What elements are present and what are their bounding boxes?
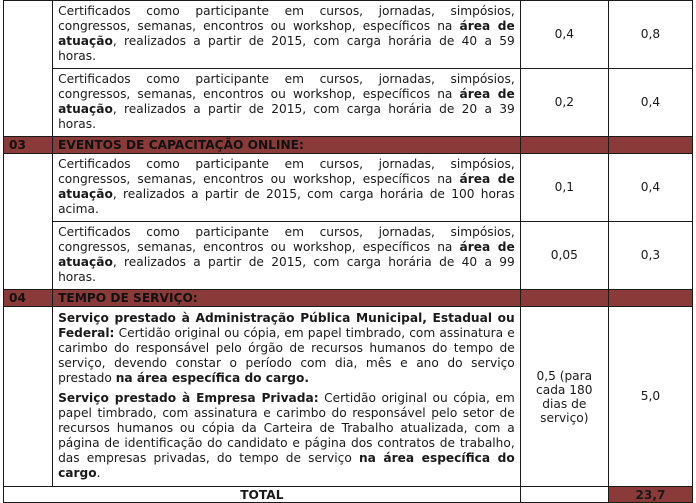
score-value: 0,5 (para cada 180 dias de serviço) bbox=[520, 307, 608, 487]
criteria-description: Certificados como participante em cursos, jornadas, simpósios, congressos, semanas, encontros ou workshop, específicos na área de atuação, realizados a partir de 2015, com carga horária de 40 a 59 horas. bbox=[53, 1, 521, 69]
max-score: 0,4 bbox=[608, 69, 692, 137]
section-header-03 bbox=[4, 137, 693, 154]
section-header-04 bbox=[4, 290, 693, 307]
max-score: 5,0 bbox=[608, 307, 692, 487]
section-blank bbox=[608, 137, 692, 154]
section-number: 03 bbox=[4, 137, 53, 154]
total-row bbox=[4, 487, 693, 503]
number-cell bbox=[4, 307, 53, 487]
table-row bbox=[4, 1, 693, 69]
score-value: 0,2 bbox=[520, 69, 608, 137]
section-blank bbox=[520, 290, 608, 307]
number-cell bbox=[4, 154, 53, 290]
total-blank bbox=[520, 487, 608, 503]
section-title: TEMPO DE SERVIÇO: bbox=[53, 290, 521, 307]
criteria-description: Certificados como participante em cursos, jornadas, simpósios, congressos, semanas, encontros ou workshop, específicos na área de atuação, realizados a partir de 2015, com carga horária de 20 a 39 horas. bbox=[53, 69, 521, 137]
table-row bbox=[4, 307, 693, 487]
public-service-paragraph: Serviço prestado à Administração Pública Municipal, Estadual ou Federal: Certidão original ou cópia, em papel timbrado, com assinatura e carimbo do responsável pelo órgão de recursos humanos do tempo de serviço, devendo constar o período com dia, mês e ano do serviço prestado na área específica do cargo. bbox=[58, 311, 515, 385]
score-value: 0,05 bbox=[520, 222, 608, 290]
table-row bbox=[4, 69, 693, 137]
max-score: 0,3 bbox=[608, 222, 692, 290]
scoring-table bbox=[3, 0, 693, 503]
total-value: 23,7 bbox=[608, 487, 692, 503]
section-blank bbox=[608, 290, 692, 307]
max-score: 0,4 bbox=[608, 154, 692, 222]
criteria-description bbox=[53, 307, 521, 487]
criteria-description: Certificados como participante em cursos, jornadas, simpósios, congressos, semanas, encontros ou workshop, específicos na área de atuação, realizados a partir de 2015, com carga horária de 100 horas acima. bbox=[53, 154, 521, 222]
table-row bbox=[4, 222, 693, 290]
section-number: 04 bbox=[4, 290, 53, 307]
section-title: EVENTOS DE CAPACITAÇÃO ONLINE: bbox=[53, 137, 521, 154]
total-label: TOTAL bbox=[4, 487, 521, 503]
private-service-paragraph: Serviço prestado à Empresa Privada: Certidão original ou cópia, em papel timbrado, com assinatura e carimbo do responsável pelo setor de recursos humanos ou cópia da Carteira de Trabalho atualizada, com a página de identificação do candidato e página dos contratos de trabalho, das empresas privadas, do tempo de serviço na área específica do cargo. bbox=[58, 391, 515, 480]
score-value: 0,4 bbox=[520, 1, 608, 69]
score-value: 0,1 bbox=[520, 154, 608, 222]
criteria-description: Certificados como participante em cursos, jornadas, simpósios, congressos, semanas, encontros ou workshop, específicos na área de atuação, realizados a partir de 2015, com carga horária de 40 a 99 horas. bbox=[53, 222, 521, 290]
table-row bbox=[4, 154, 693, 222]
number-cell bbox=[4, 1, 53, 137]
max-score: 0,8 bbox=[608, 1, 692, 69]
section-blank bbox=[520, 137, 608, 154]
